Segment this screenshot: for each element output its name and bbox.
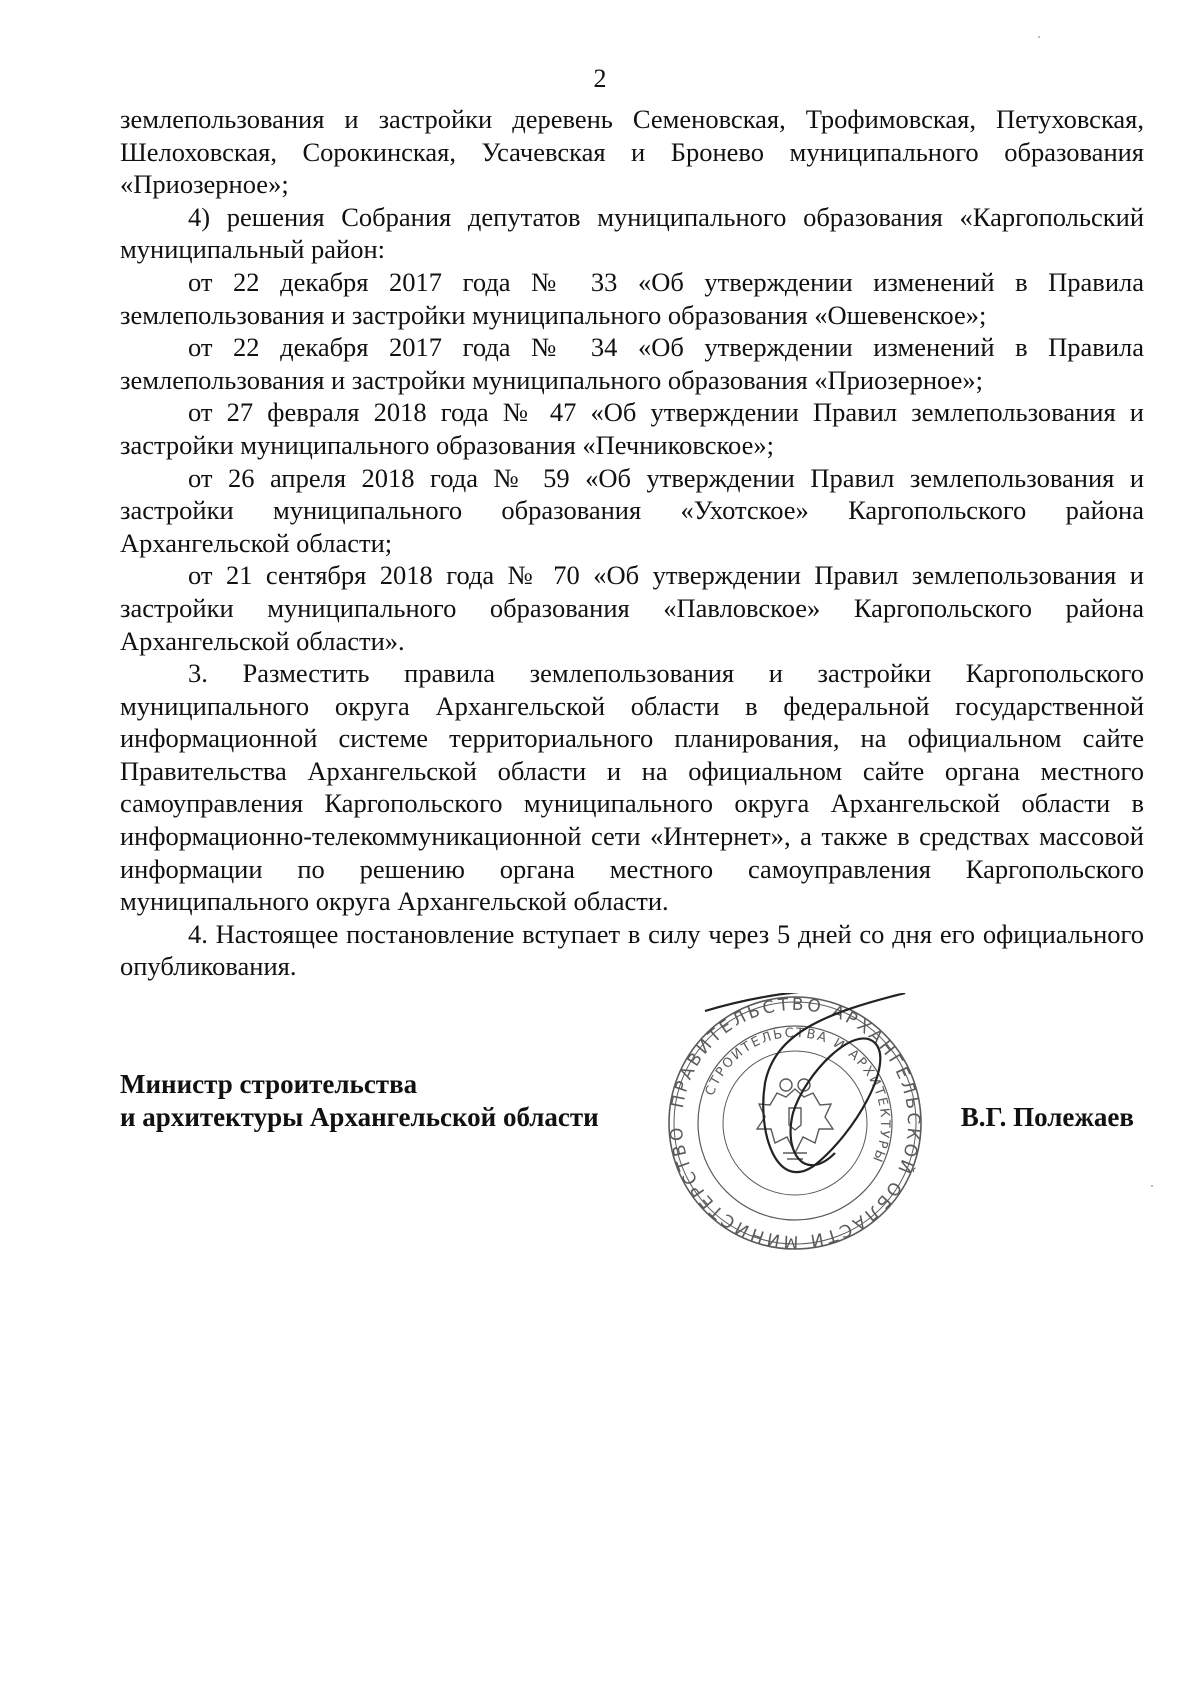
paragraph-7: от 21 сентября 2018 года № 70 «Об утверждении Правил землепользования и застройки муниципального образования «Павловское» Каргопольского района Архангельской области». (120, 560, 1144, 656)
scan-speck (1038, 36, 1040, 38)
paragraph-8: 3. Разместить правила землепользования и застройки Каргопольского муниципального округа Архангельской области в федеральной государственной информационной системе территориального планирования, на официальном сайте Правительства Архангельской области и на официальном сайте органа местного самоуправления Каргопольского муниципального округа Архангельской области в информационно-телекоммуникационной сети «Интернет», а также в средствах массовой информации по решению органа местного самоуправления Каргопольского муниципального округа Архангельской области. (120, 658, 1144, 917)
paragraph-1: землепользования и застройки деревень Семеновская, Трофимовская, Петуховская, Шелоховская, Сорокинская, Усачевская и Бронево муниципального образования «Приозерное»; (120, 104, 1144, 200)
signer-title-line-2: и архитектуры Архангельской области (120, 1102, 599, 1132)
signer-name: В.Г. Полежаев (960, 1102, 1134, 1132)
seal-inner-ring (723, 1051, 867, 1195)
paragraph-5: от 27 февраля 2018 года № 47 «Об утверждении Правил землепользования и застройки муниципального образования «Печниковское»; (120, 397, 1144, 460)
signature-block (120, 1068, 1144, 1218)
scan-speck (1151, 1185, 1153, 1187)
seal-inner-text: СТРОИТЕЛЬСТВА И АРХИТЕКТУРЫ (702, 1025, 893, 1166)
paragraph-4: от 22 декабря 2017 года № 34 «Об утверждении изменений в Правила землепользования и застройки муниципального образования «Приозерное»; (120, 332, 1144, 395)
page-number: 2 (593, 64, 607, 93)
paragraph-2: 4) решения Собрания депутатов муниципального образования «Каргопольский муниципальный район: (120, 201, 1144, 265)
paragraph-3: от 22 декабря 2017 года № 33 «Об утверждении изменений в Правила землепользования и застройки муниципального образования «Ошевенское»; (120, 266, 1144, 330)
paragraph-9: 4. Настоящее постановление вступает в силу через 5 дней со дня его официального опубликования. (120, 918, 1144, 982)
seal-outer-text: ПРАВИТЕЛЬСТВО АРХАНГЕЛЬСКОЙ ОБЛАСТИ МИНИСТЕРСТВО (666, 994, 924, 1252)
signer-title-line-1: Министр строительства (120, 1069, 418, 1099)
signer-title (120, 1068, 599, 1134)
paragraph-6: от 26 апреля 2018 года № 59 «Об утверждении Правил землепользования и застройки муниципального образования «Ухотское» Каргопольского района Архангельской области; (120, 462, 1144, 558)
official-seal-stamp (665, 993, 925, 1253)
eagle-emblem-icon (757, 1079, 833, 1159)
document-body (120, 103, 1144, 983)
